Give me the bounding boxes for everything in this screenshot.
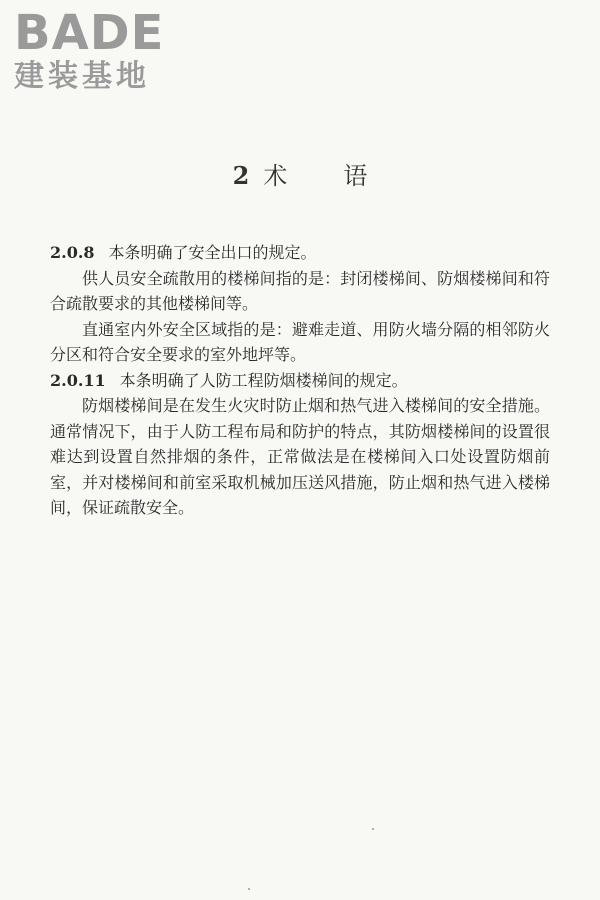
logo-wordmark: BADE [14,5,165,61]
chapter-title [0,160,600,192]
paragraph: 供人员安全疏散用的楼梯间指的是：封闭楼梯间、防烟楼梯间和符合疏散要求的其他楼梯间等。 [50,268,550,313]
clause-number: 2.0.11 [50,370,106,390]
clause-text: 本条明确了人防工程防烟楼梯间的规定。 [119,370,408,390]
clause-2-0-11 [50,368,550,394]
clause-number: 2.0.8 [50,243,95,262]
clause-text: 本条明确了安全出口的规定。 [108,243,317,262]
chapter-title-part1: 术 [263,162,288,190]
document-body [50,240,550,521]
scan-speck [248,888,250,890]
scan-speck [372,828,374,830]
logo [14,5,174,94]
logo-subtitle: 建装基地 [14,59,150,94]
chapter-number: 2 [232,161,250,190]
paragraph: 直通室内外安全区域指的是：避难走道、用防火墙分隔的相邻防火分区和符合安全要求的室外地坪等。 [50,319,550,364]
chapter-title-part2: 语 [343,162,368,190]
paragraph: 防烟楼梯间是在发生火灾时防止烟和热气进入楼梯间的安全措施。通常情况下，由于人防工程布局和防护的特点，其防烟楼梯间的设置很难达到设置自然排烟的条件，正常做法是在楼梯间入口处设置防烟前室，并对楼梯间和前室采取机械加压送风措施，防止烟和热气进入楼梯间，保证疏散安全。 [50,396,550,517]
clause-2-0-8 [50,240,550,266]
